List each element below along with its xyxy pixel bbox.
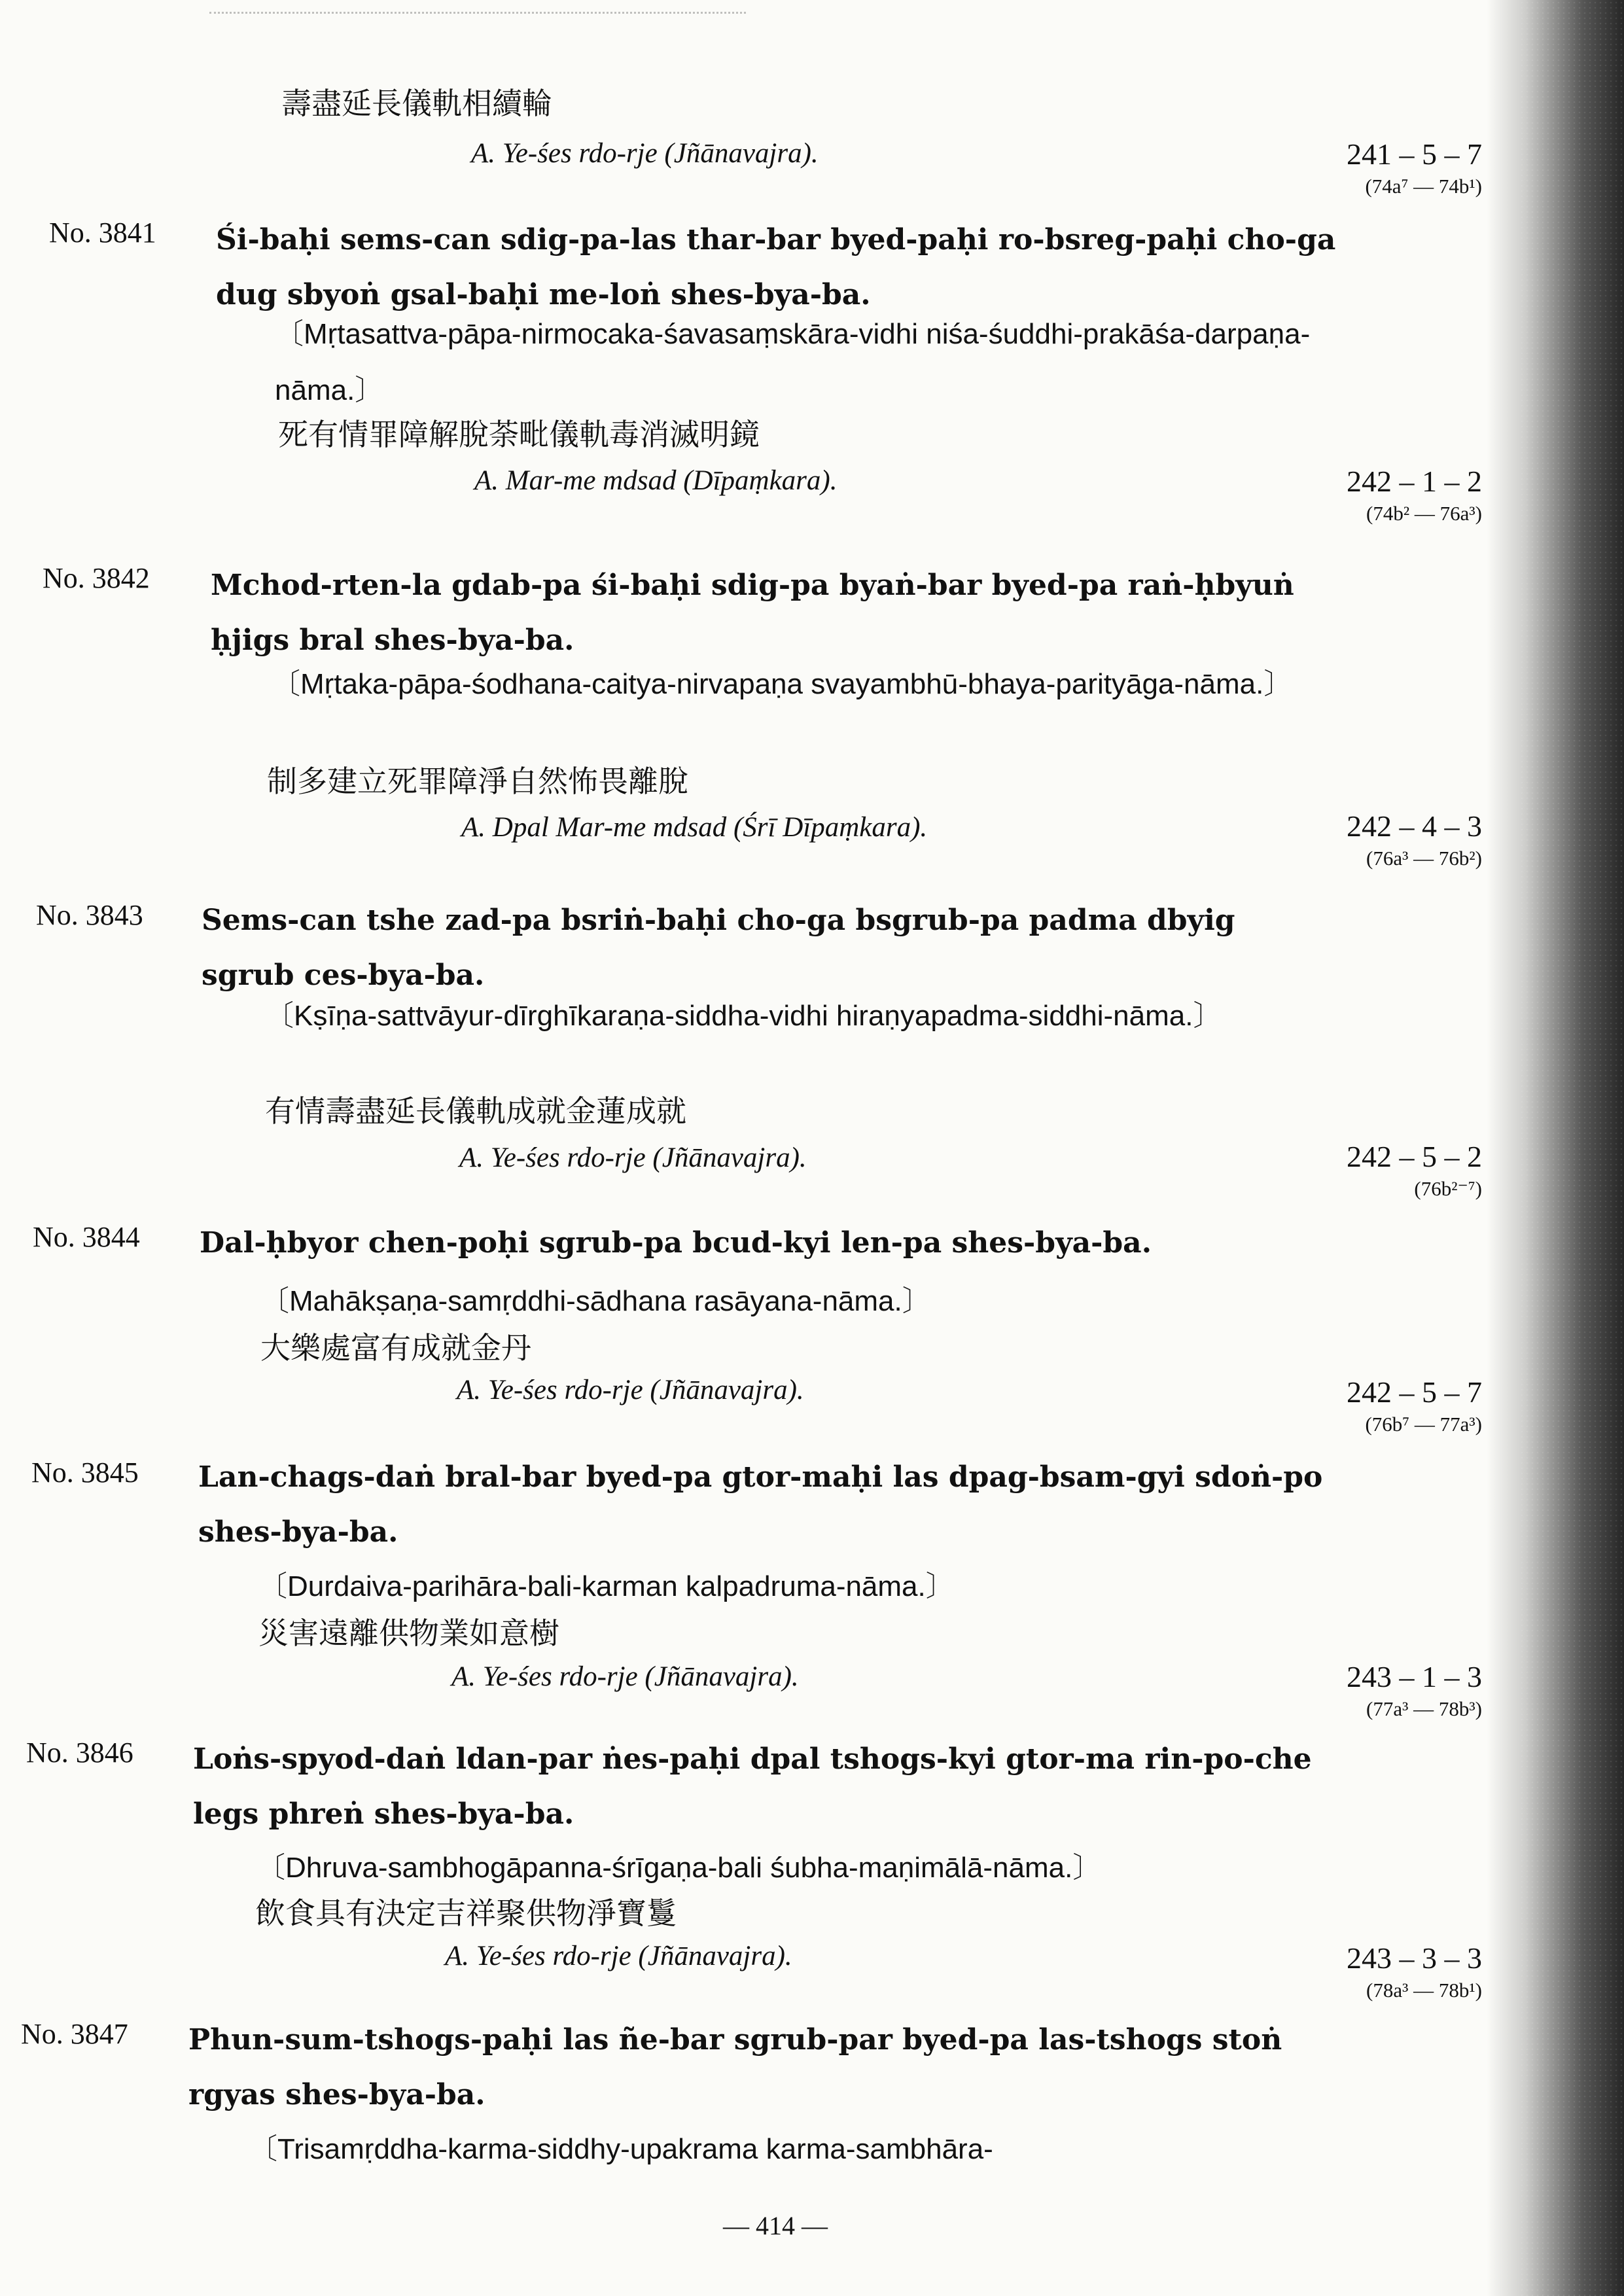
entry-author: A. Ye-śes rdo-rje (Jñānavajra). (457, 1375, 804, 1405)
entry-number: No. 3842 (43, 562, 150, 594)
entry-reference (1266, 1659, 1482, 1723)
entry-reference (1266, 808, 1482, 872)
entry-reference (1266, 1940, 1482, 2004)
entry-sanskrit-title: 〔Mṛtaka-pāpa-śodhana-caitya-nirvapaṇa svayambhū-bhaya-parityāga-nāma.〕 (272, 668, 1293, 700)
entry-tibetan-title: Dal-ḥbyor chen-poḥi sgrub-pa bcud-kyi len-pa shes-bya-ba. (200, 1226, 1152, 1260)
page-number: — 414 — (723, 2211, 828, 2240)
entry-author: A. Mar-me mdsad (Dīpaṃkara). (474, 465, 838, 496)
entry-tibetan-title: Loṅs-spyod-daṅ ldan-par ṅes-paḥi dpal tshogs-kyi gtor-ma rin-po-che legs phreṅ shes-bya-ba. (193, 1742, 1312, 1831)
folio-range: (74b² — 76a³) (1366, 502, 1482, 525)
reference-number: 242 – 1 – 2 (1347, 465, 1482, 498)
entry-author: A. Ye-śes rdo-rje (Jñānavajra). (459, 1142, 807, 1173)
entry-tibetan-title: Sems-can tshe zad-pa bsriṅ-baḥi cho-ga bsgrub-pa padma dbyig sgrub ces-bya-ba. (202, 904, 1235, 992)
entry-tibetan-title: Phun-sum-tshogs-paḥi las ñe-bar sgrub-par byed-pa las-tshogs stoṅ rgyas shes-bya-ba. (188, 2023, 1282, 2111)
entry-chinese-title: 壽盡延長儀軌相續輪 (281, 86, 552, 121)
folio-range: (74a⁷ — 74b¹) (1365, 175, 1482, 198)
entry-tibetan-title: Lan-chags-daṅ bral-bar byed-pa gtor-maḥi las dpag-bsam-gyi sdoṅ-po shes-bya-ba. (198, 1460, 1323, 1549)
entry-author: A. Ye-śes rdo-rje (Jñānavajra). (445, 1941, 792, 1971)
top-scan-noise (209, 12, 746, 27)
entry-sanskrit-title: 〔Kṣīṇa-sattvāyur-dīrghīkaraṇa-siddha-vidhi hiraṇyapadma-siddhi-nāma.〕 (265, 1000, 1222, 1032)
entry-chinese-title: 有情壽盡延長儀軌成就金蓮成就 (265, 1093, 686, 1129)
reference-number: 242 – 5 – 7 (1347, 1375, 1482, 1409)
scan-edge-speckle (1519, 0, 1624, 2296)
entry-reference (1266, 463, 1482, 527)
folio-range: (76b⁷ — 77a³) (1365, 1413, 1482, 1436)
entry-sanskrit-title: 〔Mahākṣaṇa-samṛddhi-sādhana rasāyana-nāma.〕 (260, 1285, 931, 1317)
entry-chinese-title: 大樂處富有成就金丹 (260, 1330, 531, 1366)
entry-number: No. 3847 (21, 2018, 128, 2050)
entry-sanskrit-title: 〔Trisamṛddha-karma-siddhy-upakrama karma-sambhāra- (249, 2133, 993, 2165)
folio-range: (77a³ — 78b³) (1366, 1697, 1482, 1720)
reference-number: 243 – 3 – 3 (1347, 1941, 1482, 1975)
reference-number: 241 – 5 – 7 (1347, 137, 1482, 171)
entry-author: A. Ye-śes rdo-rje (Jñānavajra). (471, 138, 819, 169)
entry-chinese-title: 飲食具有決定吉祥聚供物淨寶鬘 (255, 1896, 677, 1931)
entry-author: A. Dpal Mar-me mdsad (Śrī Dīpaṃkara). (461, 812, 928, 843)
entry-tibetan-title: Śi-baḥi sems-can sdig-pa-las thar-bar byed-paḥi ro-bsreg-paḥi cho-ga dug sbyoṅ gsal-baḥi me-loṅ shes-bya-ba. (216, 223, 1336, 311)
reference-number: 242 – 4 – 3 (1347, 809, 1482, 843)
entry-sanskrit-title: 〔Durdaiva-parihāra-bali-karman kalpadruma-nāma.〕 (258, 1570, 955, 1602)
entry-sanskrit-title: 〔Dhruva-sambhogāpanna-śrīgaṇa-bali śubha-maṇimālā-nāma.〕 (256, 1852, 1102, 1884)
entry-number: No. 3844 (33, 1221, 140, 1253)
entry-chinese-title: 制多建立死罪障淨自然怖畏離脫 (267, 764, 688, 799)
entry-number: No. 3843 (36, 899, 143, 931)
entry-author: A. Ye-śes rdo-rje (Jñānavajra). (451, 1661, 799, 1692)
reference-number: 242 – 5 – 2 (1347, 1140, 1482, 1173)
reference-number: 243 – 1 – 3 (1347, 1660, 1482, 1693)
entry-chinese-title: 災害遠離供物業如意樹 (258, 1616, 559, 1651)
folio-range: (78a³ — 78b¹) (1366, 1979, 1482, 2002)
entry-sanskrit-title: 〔Mṛtasattva-pāpa-nirmocaka-śavasaṃskāra-vidhi niśa-śuddhi-prakāśa-darpaṇa-nāma.〕 (275, 318, 1311, 406)
entry-tibetan-title: Mchod-rten-la gdab-pa śi-baḥi sdig-pa byaṅ-bar byed-pa raṅ-ḥbyuṅ ḥjigs bral shes-bya-ba. (211, 569, 1294, 657)
entry-reference (1266, 1374, 1482, 1438)
entry-reference (1266, 136, 1482, 200)
entry-chinese-title: 死有情罪障解脫荼毗儀軌毒消滅明鏡 (278, 417, 760, 452)
entry-number: No. 3845 (31, 1457, 139, 1489)
entry-number: No. 3841 (49, 217, 156, 249)
entry-number: No. 3846 (26, 1737, 133, 1769)
folio-range: (76b²⁻⁷) (1414, 1177, 1482, 1200)
entry-reference (1266, 1139, 1482, 1203)
folio-range: (76a³ — 76b²) (1366, 847, 1482, 870)
